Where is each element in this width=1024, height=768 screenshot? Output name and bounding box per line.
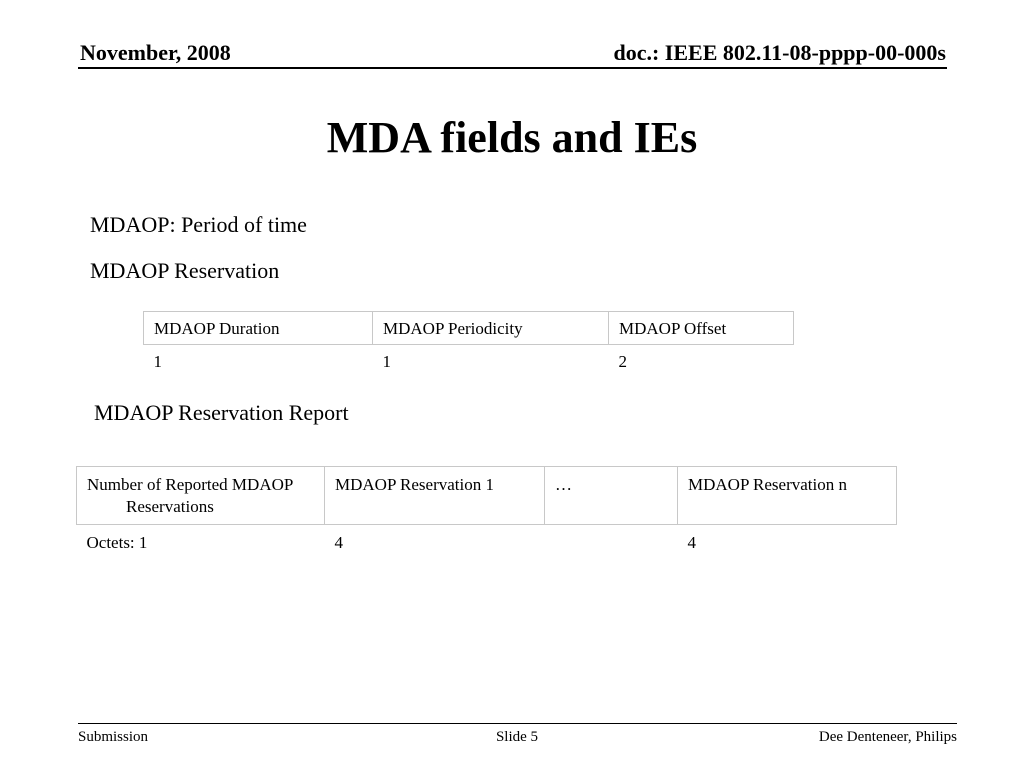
slide-title: MDA fields and IEs [326, 113, 698, 162]
mdaop-reservation-report-table [76, 466, 897, 559]
table-value-cell: 4 [334, 533, 343, 552]
table-value-cell: 2 [618, 352, 627, 371]
table-header-row [144, 312, 794, 345]
table-value-row [144, 345, 794, 379]
footer-author: Dee Denteneer, Philips [818, 729, 957, 745]
table-header-cell: MDAOP Duration [144, 312, 373, 345]
table-value-cell [545, 525, 678, 559]
footer-divider [78, 723, 957, 724]
table-value-cell: Octets: 1 [86, 533, 148, 552]
header-divider [78, 67, 947, 69]
table-header-row [77, 467, 897, 525]
header-date: November, 2008 [80, 40, 231, 65]
table-header-cell: MDAOP Offset [609, 312, 794, 345]
footer-slide-number: Slide 5 [495, 729, 539, 745]
body-text-reservation: MDAOP Reservation [90, 258, 280, 283]
table-header-text: Number of Reported MDAOP Reservations [87, 475, 293, 516]
table-value-cell: 1 [153, 352, 162, 371]
footer-submission: Submission [78, 729, 149, 745]
table-header-cell: … [545, 467, 678, 525]
body-text-reservation-report: MDAOP Reservation Report [94, 400, 349, 425]
body-text-period-of-time: MDAOP: Period of time [90, 212, 307, 237]
table-header-cell: MDAOP Periodicity [373, 312, 609, 345]
table-header-cell [77, 467, 325, 525]
mdaop-reservation-table [143, 311, 794, 379]
table-header-cell: MDAOP Reservation 1 [325, 467, 545, 525]
table-value-row [77, 525, 897, 559]
table-header-cell: MDAOP Reservation n [678, 467, 897, 525]
header-document-id: doc.: IEEE 802.11-08-pppp-00-000s [613, 40, 946, 65]
table-value-cell: 4 [687, 533, 696, 552]
table-value-cell: 1 [382, 352, 391, 371]
